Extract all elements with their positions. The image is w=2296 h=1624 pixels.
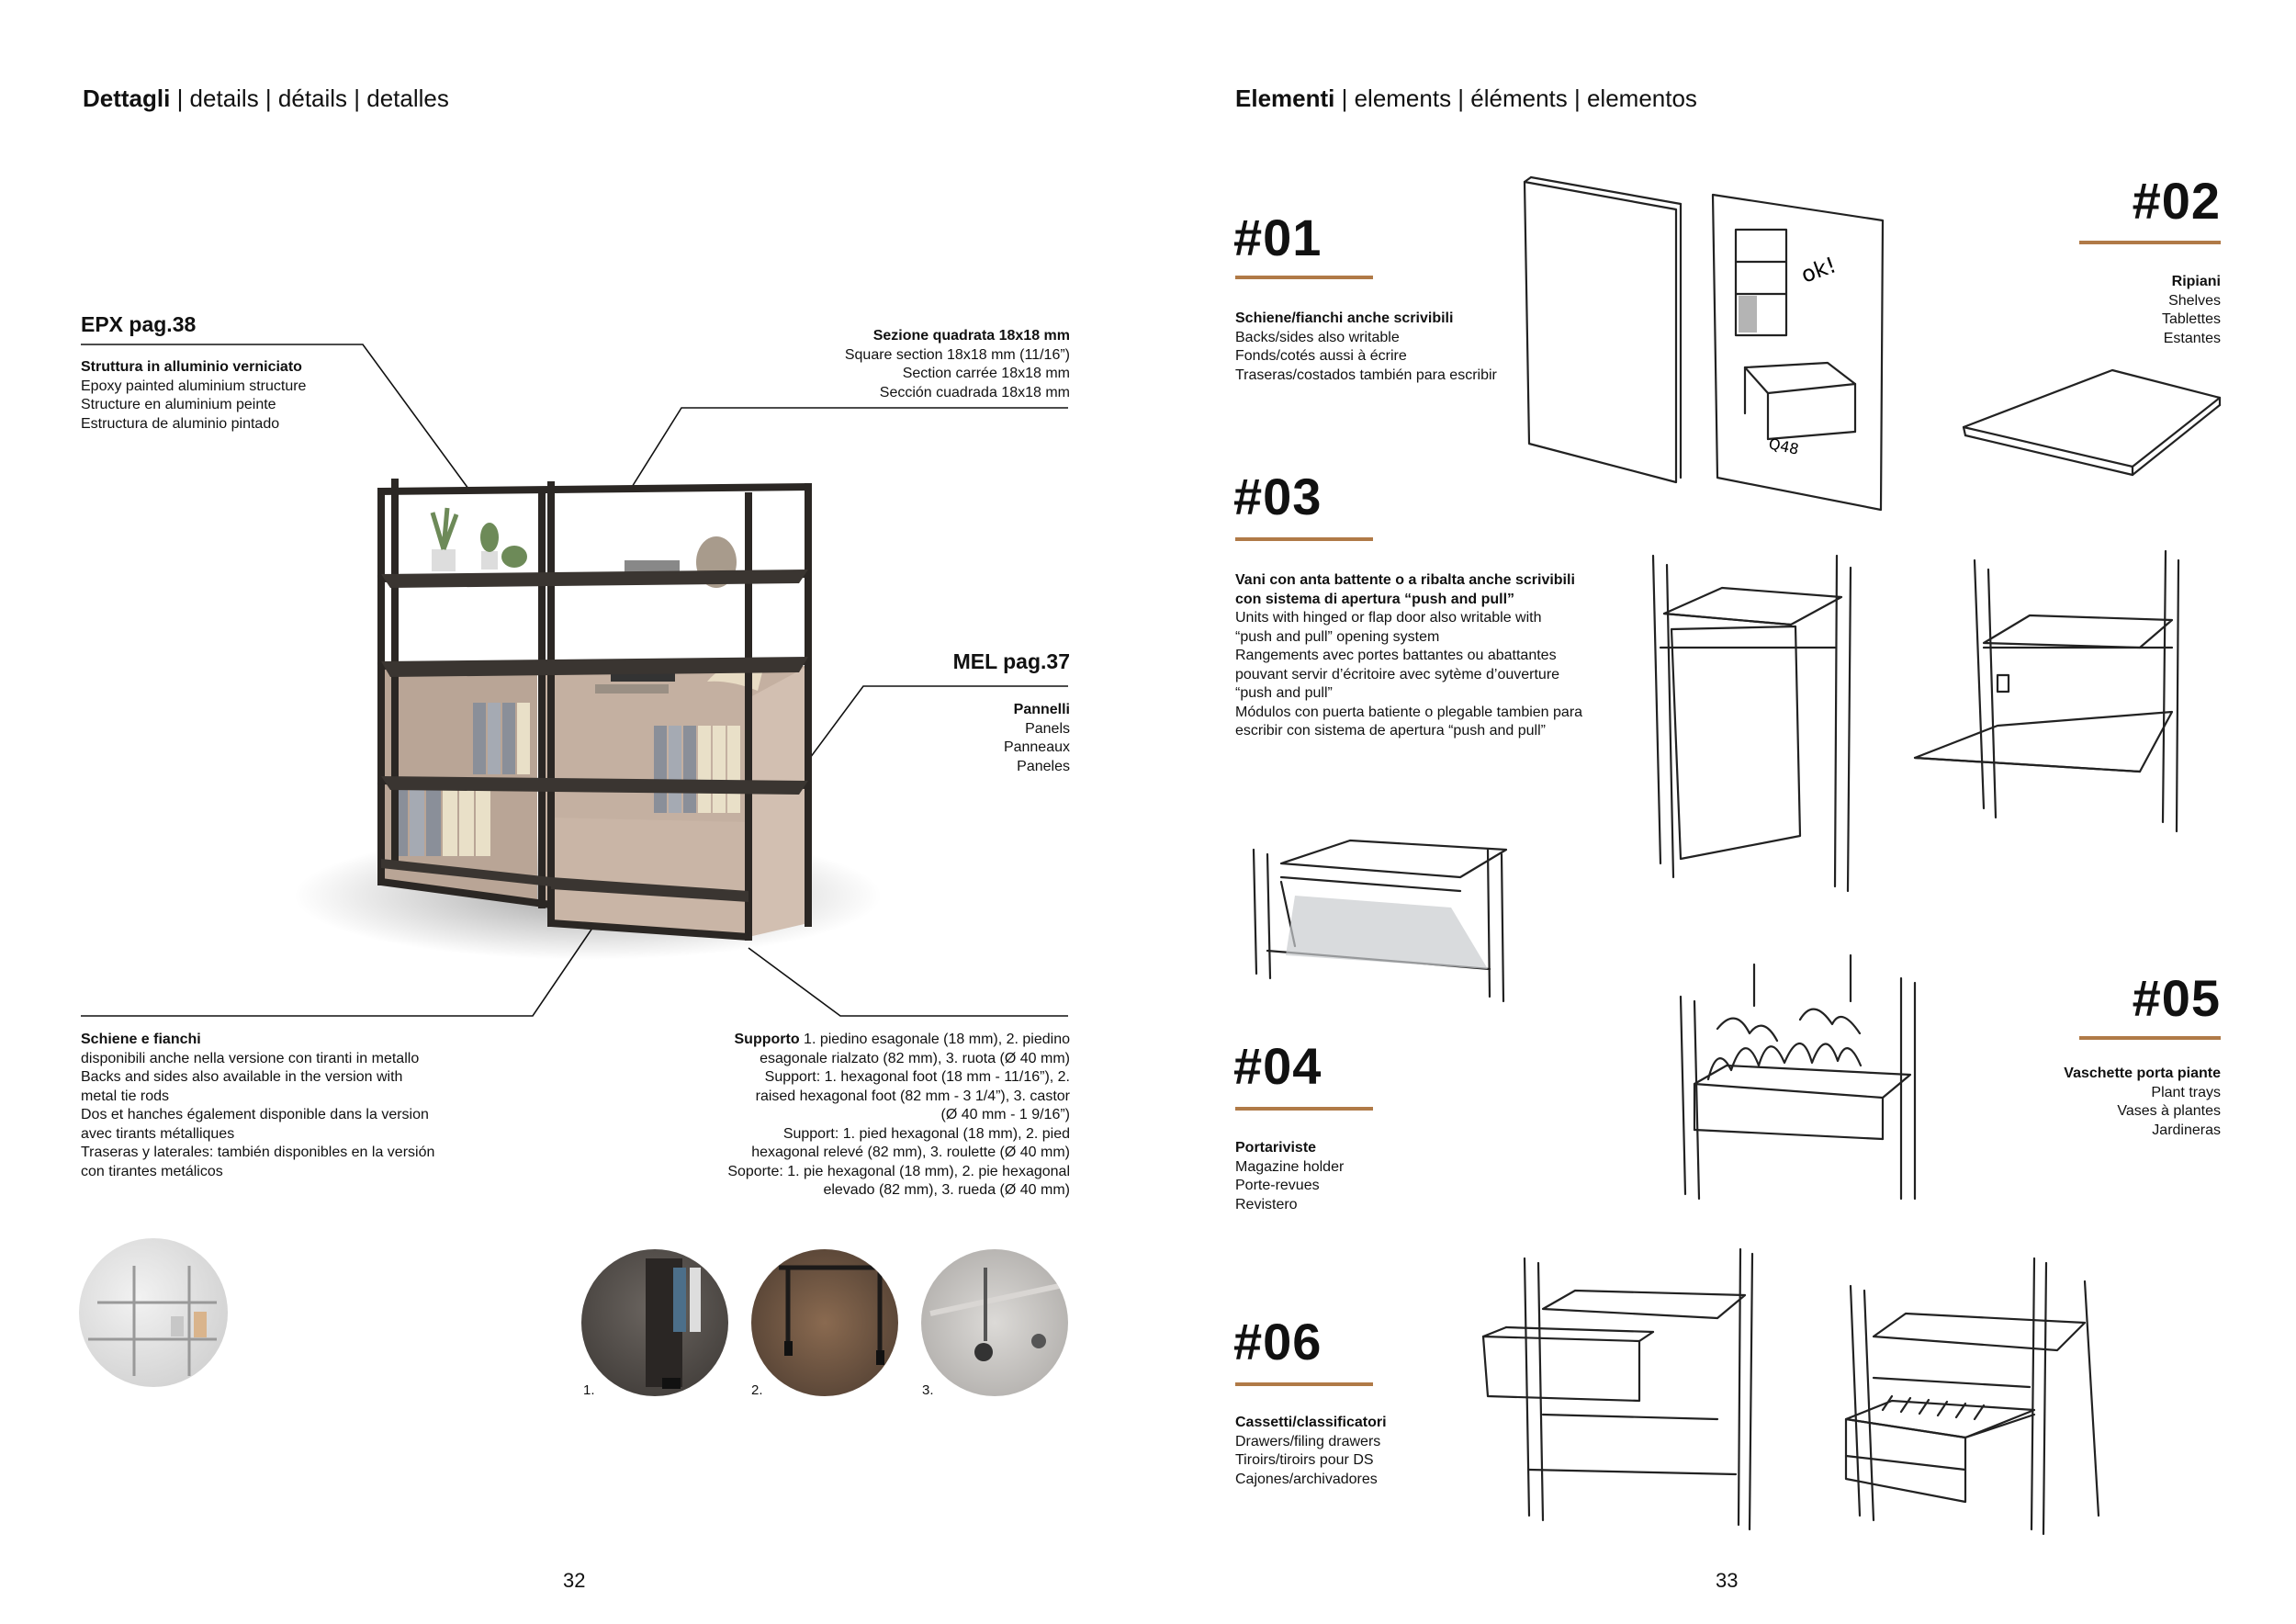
epx-title: EPX pag.38 [81, 312, 197, 336]
section-leader-line [629, 408, 1068, 491]
sketch-05-plant-trays [1681, 955, 1915, 1199]
element-05-number: #05 [2132, 969, 2221, 1027]
detail-circle-structure [79, 1238, 228, 1387]
detail-circle-castor [921, 1249, 1068, 1396]
section-description: Sezione quadrata 18x18 mm Square section 18x18 mm (11/16”) Section carrée 18x18 mm Sección cuadrada 18x18 mm [844, 328, 1070, 400]
supporto-leader-line [748, 948, 1068, 1016]
detail-circle-foot-1 [581, 1249, 728, 1396]
sketch-note-q48: Q48 [1767, 434, 1801, 458]
element-04-number: #04 [1233, 1037, 1322, 1095]
element-02-description: Ripiani Shelves Tablettes Estantes [2161, 274, 2221, 346]
sketch-06-drawers [1483, 1249, 1752, 1529]
element-04-description: Portariviste Magazine holder Porte-revues Revistero [1235, 1140, 1345, 1212]
element-06-rule [1235, 1382, 1373, 1386]
element-04-rule [1235, 1107, 1373, 1111]
sketch-04-magazine-holder [1254, 840, 1506, 1001]
element-06-description: Cassetti/classificatori Drawers/filing drawers Tiroirs/tiroirs pour DS Cajones/archivadores [1235, 1415, 1387, 1487]
left-page-header: Dettagli | details | détails | detalles [83, 85, 449, 112]
element-02-rule [2079, 241, 2221, 244]
sketch-02-shelf [1964, 370, 2220, 475]
circle-caption-1: 1. [583, 1382, 595, 1398]
right-page-header: Elementi | elements | éléments | elementos [1235, 85, 1697, 112]
element-05-description: Vaschette porta piante Plant trays Vases à plantes Jardineras [2064, 1066, 2221, 1138]
sketch-03-hinged-door [1653, 556, 1851, 891]
element-03-number: #03 [1233, 468, 1322, 525]
mel-title: MEL pag.37 [952, 649, 1070, 673]
epx-leader-line [81, 344, 468, 489]
element-05-rule [2079, 1036, 2221, 1040]
page-number-left: 32 [563, 1569, 586, 1592]
element-03-rule [1235, 537, 1373, 541]
circle-caption-2: 2. [751, 1382, 763, 1398]
front-panel-lower [551, 818, 748, 937]
epx-description: Struttura in alluminio verniciato Epoxy painted aluminium structure Structure en aluminium peinte Estructura de aluminio pintado [81, 359, 307, 432]
element-02-number: #02 [2132, 172, 2221, 230]
element-01-description: Schiene/fianchi anche scrivibili Backs/sides also writable Fonds/cotés aussi à écrire Traseras/costados también para escribir [1235, 310, 1497, 383]
detail-circle-foot-2 [751, 1249, 898, 1396]
sketch-03-flap-door [1915, 551, 2178, 831]
side-panel [748, 666, 808, 937]
page-number-right: 33 [1716, 1569, 1739, 1592]
sketch-04-shade [1286, 896, 1488, 969]
circle-caption-3: 3. [922, 1382, 934, 1398]
element-06-number: #06 [1233, 1313, 1322, 1370]
sketch-01-panels [1525, 177, 1883, 510]
sketch-01-shade [1739, 296, 1757, 333]
element-03-description: Vani con anta battente o a ribalta anche scrivibili con sistema di apertura “push and pull” Units with hinged or flap door also writable with “push and pull” opening system Rangements avec portes battantes ou abattantes pouvant servir d’écritoire avec sytème d’ouverture “push and pull” Módulos con puerta batiente o plegable tambien para escribir con sistema de apertura “push and pull” [1235, 572, 1583, 739]
sketch-06-filing-drawers [1846, 1258, 2099, 1534]
sketch-note-ok: ok! [1797, 252, 1840, 288]
schiene-description: Schiene e fianchi disponibili anche nella versione con tiranti in metallo Backs and sides also available in the version with metal tie rods Dos et hanches également disponible dans la version avec tirants métalliques Traseras y laterales: también disponibles en la versión con tirantes metálicos [81, 1032, 435, 1179]
mel-description: Pannelli Panels Panneaux Paneles [1003, 702, 1070, 774]
mel-leader-line [794, 686, 1068, 779]
element-01-number: #01 [1233, 209, 1322, 266]
element-01-rule [1235, 276, 1373, 279]
supporto-description: Supporto 1. piedino esagonale (18 mm), 2. piedino esagonale rialzato (82 mm), 3. ruota (Ø 40 mm) Support: 1. hexagonal foot (18 mm - 11/16”), 2. raised hexagonal foot (82 mm - 3 1/4”), 3. castor (Ø 40 mm - 1 9/16”) Support: 1. pied hexagonal (18 mm), 2. pied hexagonal relevé (82 mm), 3. roulette (Ø 40 mm) Soporte: 1. pie hexagonal (18 mm), 2. pie hexagonal elevado (82 mm), 3. rueda (Ø 40 mm) [727, 1032, 1070, 1198]
